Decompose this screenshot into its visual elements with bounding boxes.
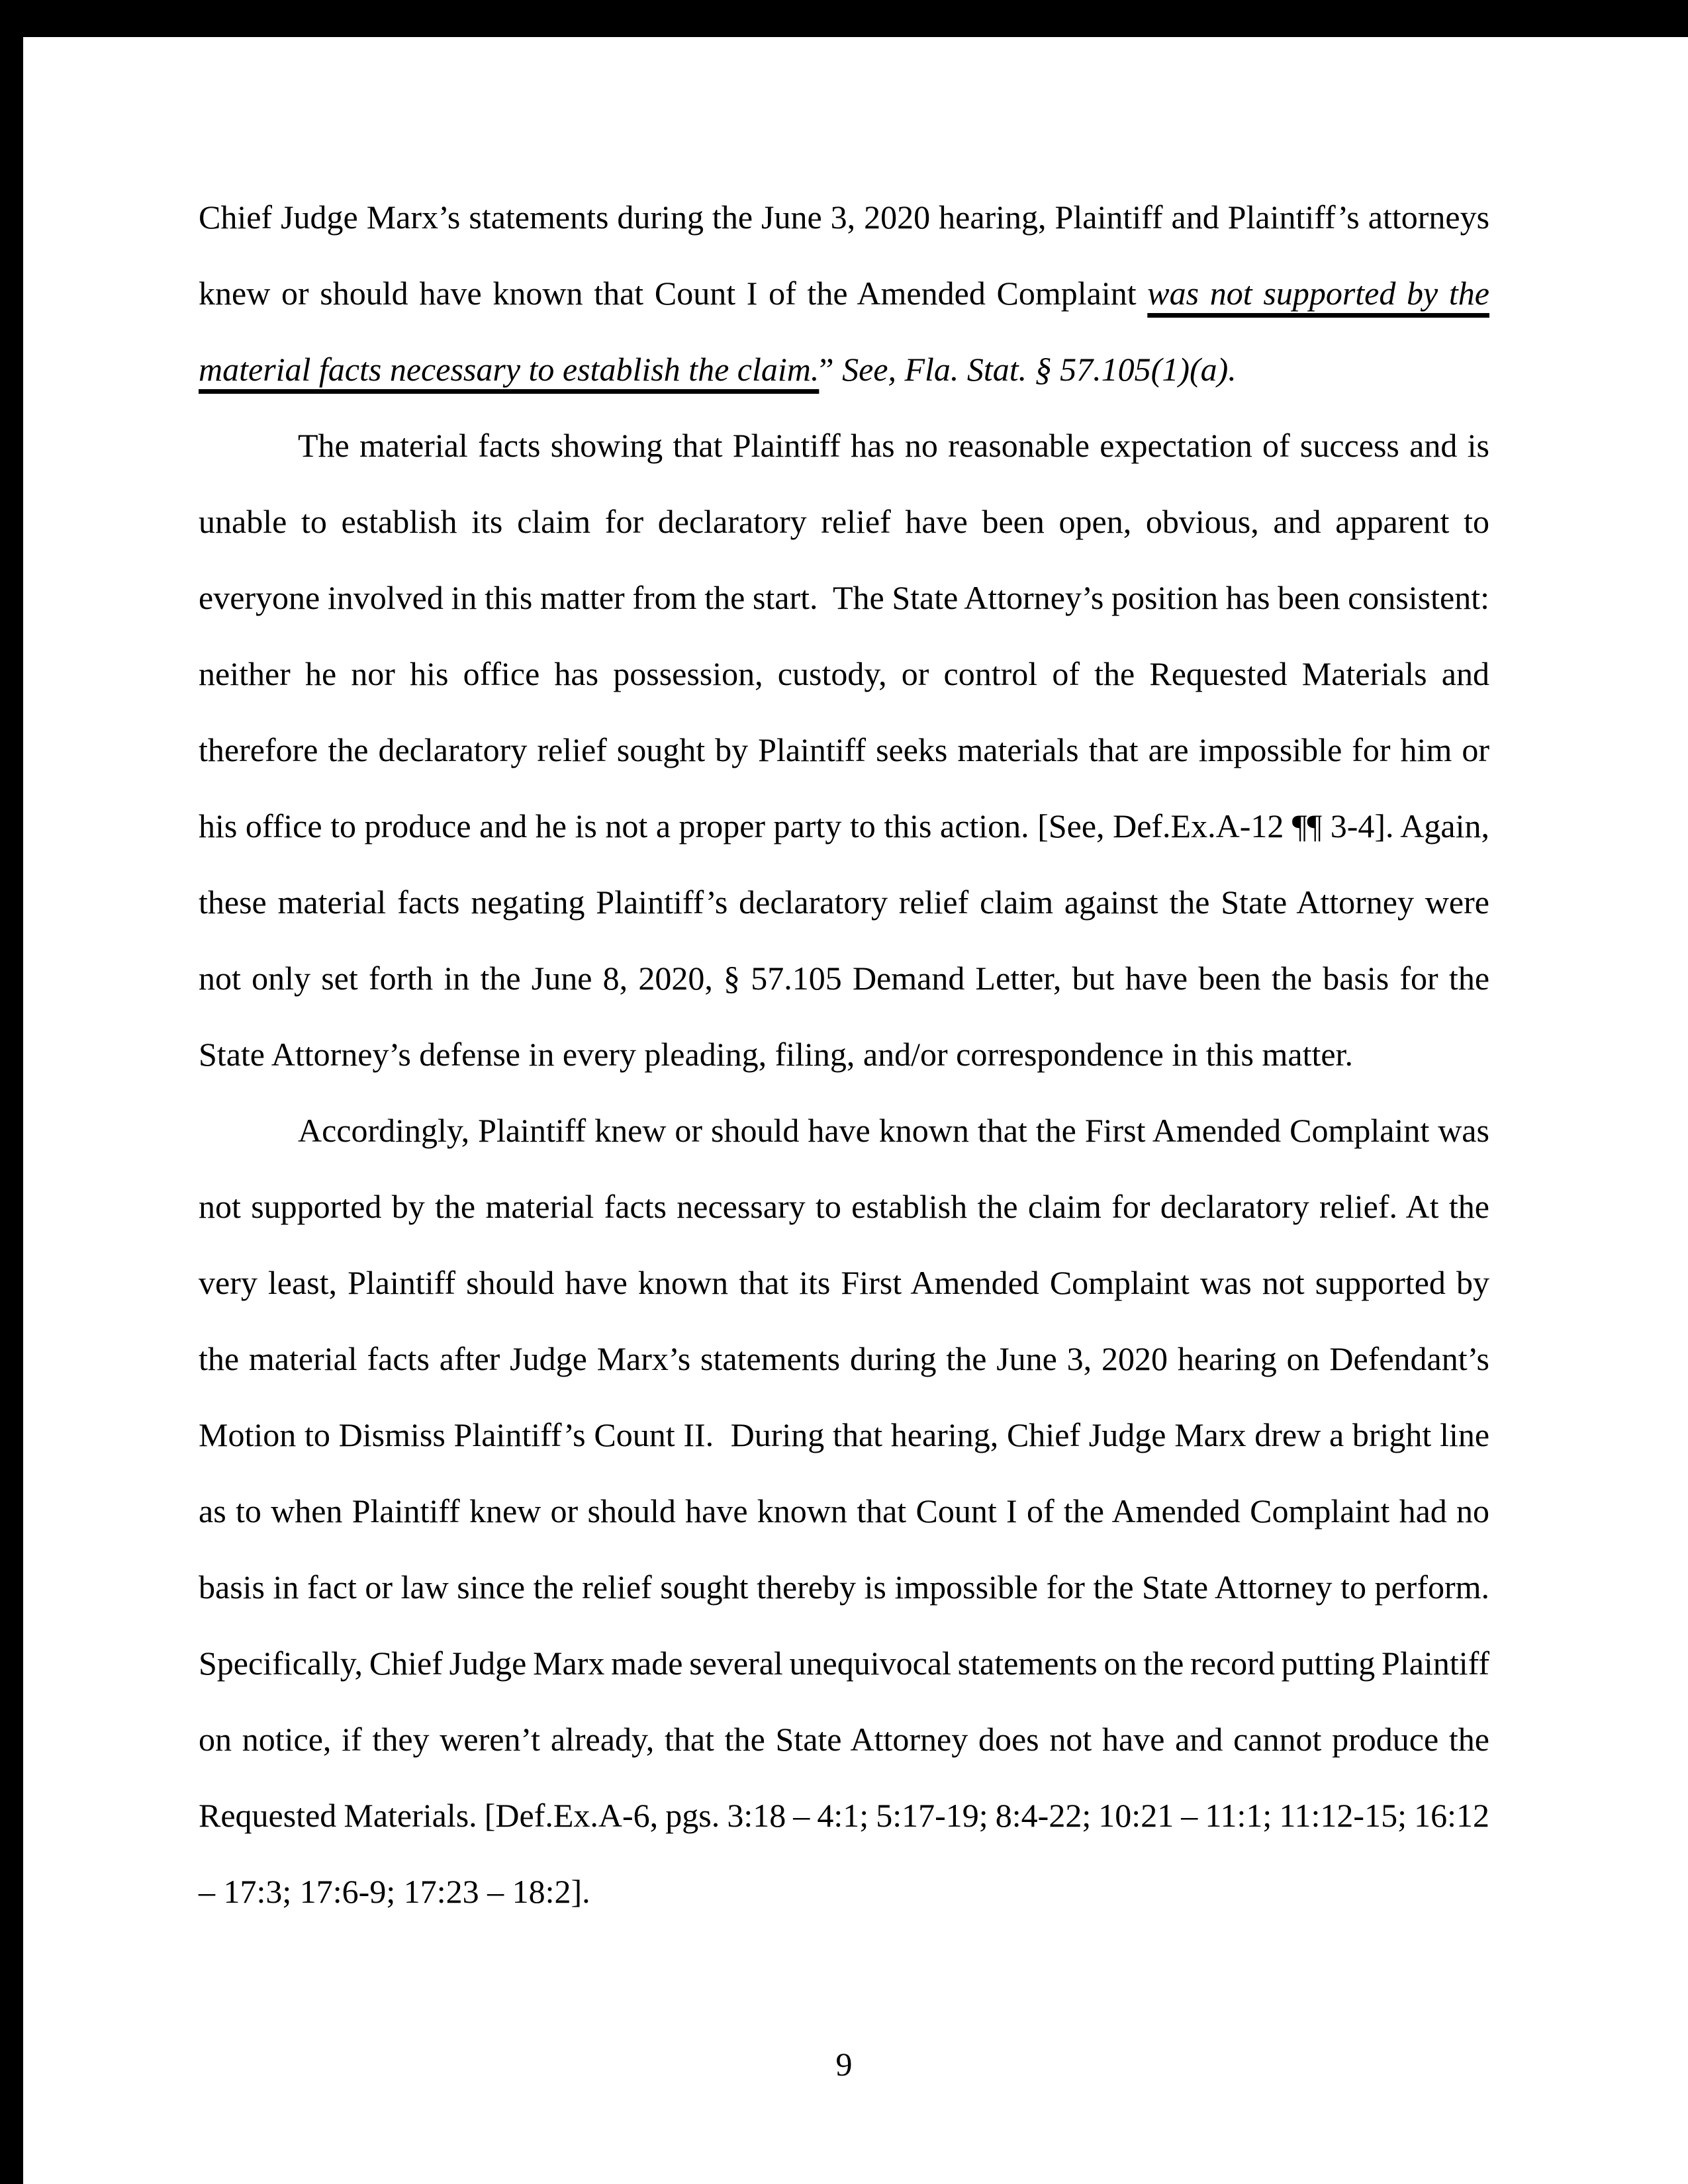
text-line-content: the material facts after Judge Marx’s statements during the June 3, 2020 hearing on Defendant’s <box>199 1340 1489 1377</box>
text-line <box>199 1093 1489 1169</box>
text-line <box>199 1473 1489 1549</box>
text-line <box>199 1169 1489 1245</box>
scan-artifact-left-bar <box>0 0 23 2184</box>
text-line <box>199 484 1489 560</box>
text-line <box>199 864 1489 940</box>
text-line <box>199 1854 1489 1930</box>
page-number: 9 <box>835 2046 853 2083</box>
text-line-content: unable to establish its claim for declaratory relief have been open, obvious, and apparent to <box>199 503 1489 540</box>
text-line-content: not supported by the material facts necessary to establish the claim for declaratory relief. At the <box>199 1188 1489 1225</box>
text-line-content: basis in fact or law since the relief sought thereby is impossible for the State Attorney to perform. <box>199 1569 1490 1606</box>
text-line-content: everyone involved in this matter from the start. The State Attorney’s position has been consistent: <box>199 579 1489 616</box>
text-line <box>199 1017 1489 1093</box>
text-line-content: his office to produce and he is not a proper party to this action. [See, Def.Ex.A-12 ¶¶ 3-4]. Again, <box>199 807 1489 844</box>
text-line-content: very least, Plaintiff should have known that its First Amended Complaint was not supported by <box>199 1264 1489 1301</box>
text-line <box>199 1397 1489 1473</box>
text-line-content: Specifically, Chief Judge Marx made several unequivocal statements on the record putting Plaintiff <box>199 1645 1490 1682</box>
text-line <box>199 255 1489 332</box>
text-line <box>199 1778 1489 1854</box>
text-line-content: on notice, if they weren’t already, that the State Attorney does not have and cannot produce the <box>199 1721 1489 1758</box>
text-line <box>199 788 1489 864</box>
text-line-content: knew or should have known that Count I of the Amended Complaint was not supported by the <box>199 275 1489 312</box>
text-line-content: – 17:3; 17:6-9; 17:23 – 18:2]. <box>199 1873 590 1910</box>
text-line <box>199 712 1489 788</box>
text-line <box>199 1625 1489 1702</box>
text-line <box>199 179 1489 255</box>
text-line <box>199 1702 1489 1778</box>
text-line-content: Chief Judge Marx’s statements during the June 3, 2020 hearing, Plaintiff and Plaintiff’s attorneys <box>199 199 1490 236</box>
text-line-content: Accordingly, Plaintiff knew or should have known that the First Amended Complaint was <box>298 1112 1489 1149</box>
text-line <box>199 1321 1489 1397</box>
text-line-content: therefore the declaratory relief sought by Plaintiff seeks materials that are impossible for him or <box>199 731 1489 768</box>
text-line <box>199 408 1489 484</box>
text-line-content: material facts necessary to establish the claim.” See, Fla. Stat. § 57.105(1)(a). <box>199 351 1237 388</box>
text-line-content: State Attorney’s defense in every pleading, filing, and/or correspondence in this matter. <box>199 1036 1353 1073</box>
text-line <box>199 636 1489 712</box>
text-line-content: Requested Materials. [Def.Ex.A-6, pgs. 3:18 – 4:1; 5:17-19; 8:4-22; 10:21 – 11:1; 11:12-15; 16:12 <box>199 1797 1489 1834</box>
text-line-content: neither he nor his office has possession, custody, or control of the Requested Materials and <box>199 655 1489 692</box>
text-line-content: these material facts negating Plaintiff’s declaratory relief claim against the State Attorney were <box>199 884 1489 921</box>
text-line <box>199 1245 1489 1321</box>
text-line <box>199 940 1489 1017</box>
text-line <box>199 332 1489 408</box>
text-line <box>199 560 1489 636</box>
body-text <box>199 179 1489 1930</box>
scan-artifact-top-bar <box>0 0 1688 37</box>
text-line-content: The material facts showing that Plaintiff has no reasonable expectation of success and is <box>298 427 1489 464</box>
text-line-content: as to when Plaintiff knew or should have known that Count I of the Amended Complaint had no <box>199 1492 1490 1529</box>
text-line <box>199 1549 1489 1625</box>
text-line-content: not only set forth in the June 8, 2020, § 57.105 Demand Letter, but have been the basis for the <box>199 960 1490 997</box>
text-line-content: Motion to Dismiss Plaintiff’s Count II. During that hearing, Chief Judge Marx drew a bright line <box>199 1416 1490 1453</box>
